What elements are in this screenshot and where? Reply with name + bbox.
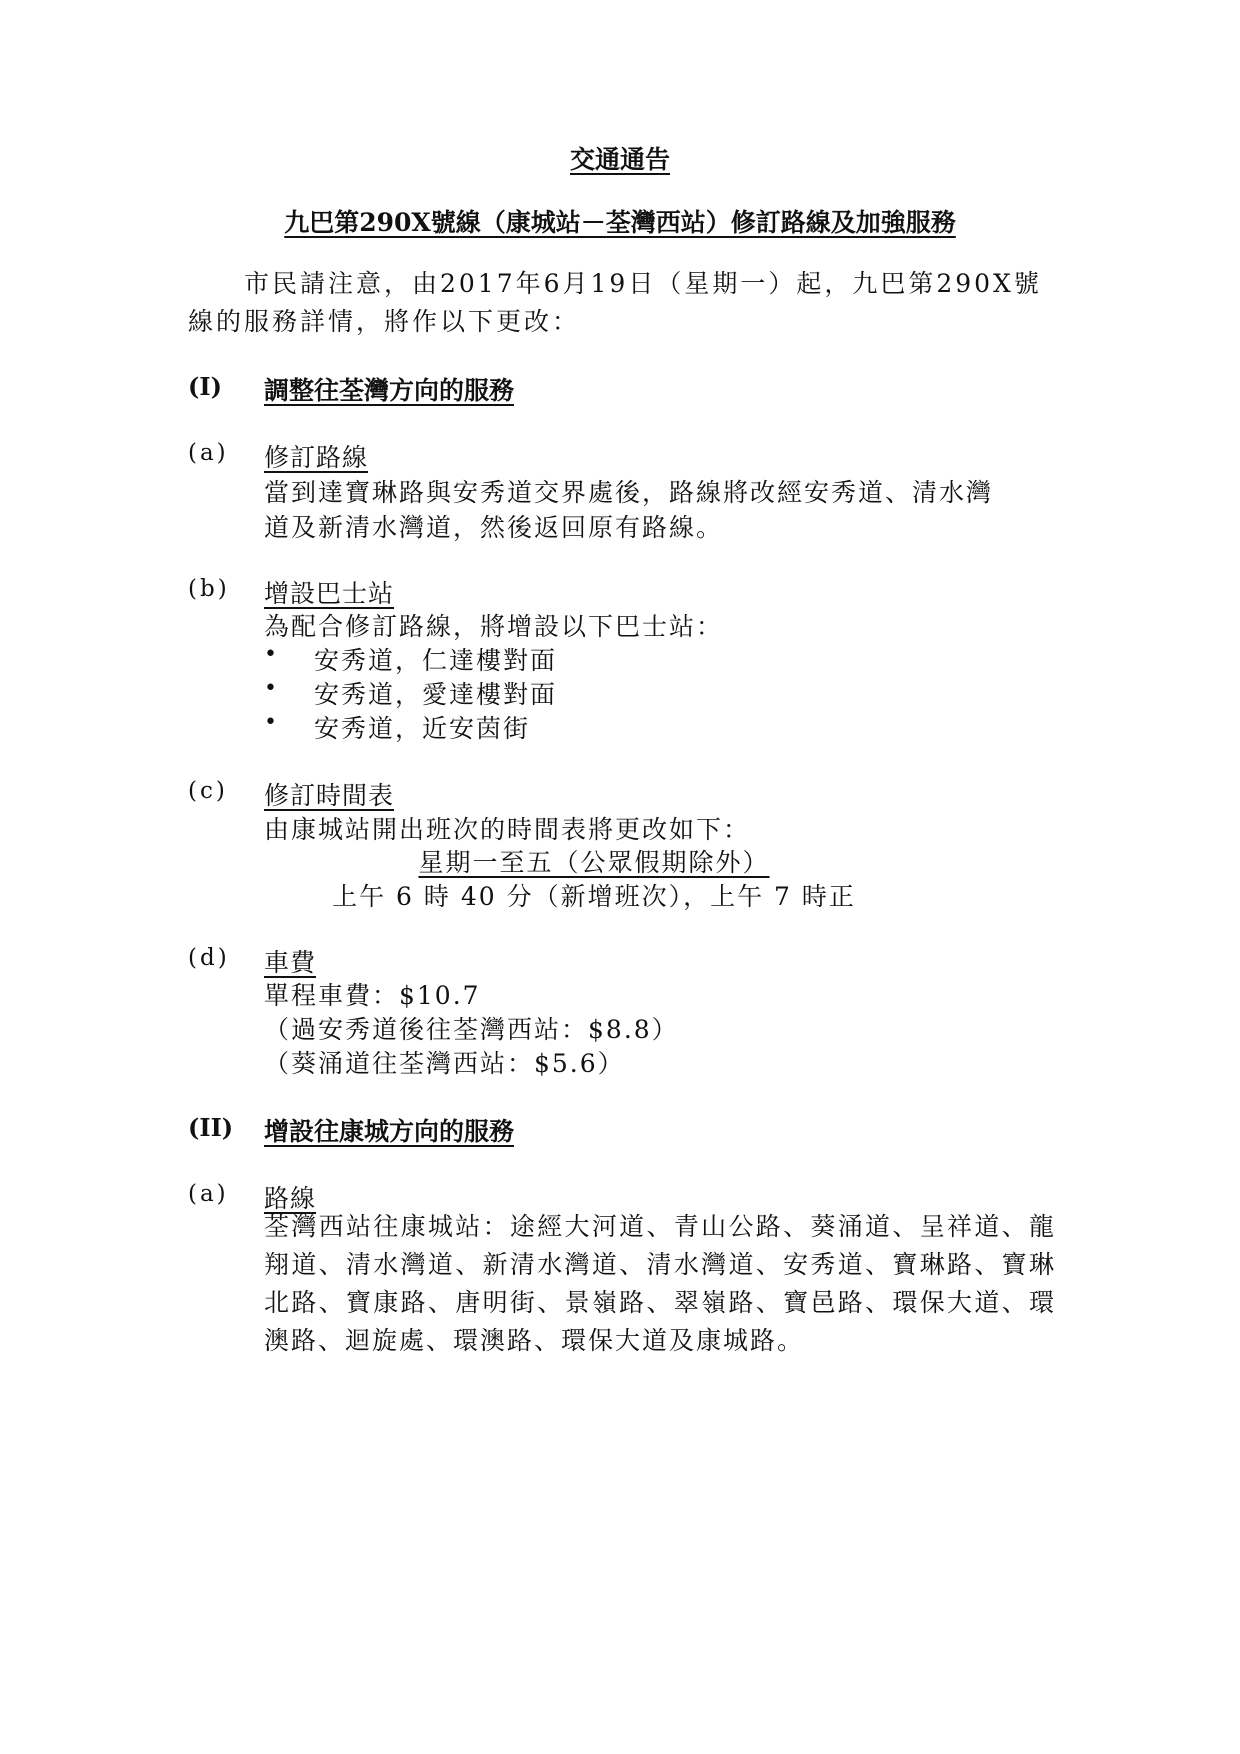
section-1-item-b-intro: 為配合修訂路線，將增設以下巴士站： — [264, 612, 724, 641]
bus-stop-item: 安秀道，仁達樓對面 — [314, 646, 558, 675]
fare-section-1: （過安秀道後往荃灣西站：$8.8） — [264, 1015, 679, 1044]
fare-single: 單程車費：$10.7 — [264, 981, 481, 1010]
fare-section-2: （葵涌道往荃灣西站：$5.6） — [264, 1049, 625, 1078]
timetable-day-heading-text: 星期一至五（公眾假期除外） — [418, 848, 770, 877]
section-1-number: (I) — [188, 372, 222, 401]
bus-stop-item: 安秀道，近安茵街 — [314, 714, 531, 743]
section-1-item-c-label: (c) — [188, 778, 228, 804]
notice-title: 交通通告 — [569, 145, 670, 174]
timetable-day-heading — [264, 843, 924, 879]
bus-stop-item: 安秀道，愛達樓對面 — [314, 680, 558, 709]
section-1-heading: 調整往荃灣方向的服務 — [264, 376, 515, 405]
section-1-item-a-heading: 修訂路線 — [264, 443, 369, 472]
section-1-item-a-label: (a) — [188, 440, 229, 466]
section-1-item-a-line-2: 道及新清水灣道，然後返回原有路線。 — [264, 513, 724, 542]
intro-paragraph: 市民請注意，由2017年6月19日（星期一）起，九巴第290X號線的服務詳情，將作以下更改： — [188, 269, 1042, 336]
section-1-item-b-heading: 增設巴士站 — [264, 579, 395, 608]
bullet-icon: • — [264, 710, 277, 735]
section-2-item-a-label: (a) — [188, 1181, 229, 1207]
section-2-heading: 增設往康城方向的服務 — [264, 1117, 515, 1146]
section-2-item-a-heading: 路線 — [264, 1184, 317, 1213]
bullet-icon: • — [264, 676, 277, 701]
section-1-item-d-heading: 車費 — [264, 948, 317, 977]
section-1-item-a-line-1: 當到達寶琳路與安秀道交界處後，路線將改經安秀道、清水灣 — [264, 478, 994, 507]
notice-subtitle: 九巴第290X號線（康城站－荃灣西站）修訂路線及加強服務 — [284, 208, 956, 237]
bullet-icon: • — [264, 642, 277, 667]
section-2-number: (II) — [188, 1113, 234, 1142]
section-1-item-d-label: (d) — [188, 945, 230, 971]
timetable-times: 上午 6 時 40 分（新增班次），上午 7 時正 — [332, 882, 856, 911]
section-1-item-c-heading: 修訂時間表 — [264, 781, 395, 810]
route-description: 荃灣西站往康城站：途經大河道、青山公路、葵涌道、呈祥道、龍翔道、清水灣道、新清水灣道、清水灣道、安秀道、寶琳路、寶琳北路、寶康路、唐明街、景嶺路、翠嶺路、寶邑路、環保大道、環澳路、迴旋處、環澳路、環保大道及康城路。 — [264, 1212, 1056, 1355]
section-1-item-c-intro: 由康城站開出班次的時間表將更改如下： — [264, 815, 751, 844]
section-1-item-b-label: (b) — [188, 576, 230, 602]
